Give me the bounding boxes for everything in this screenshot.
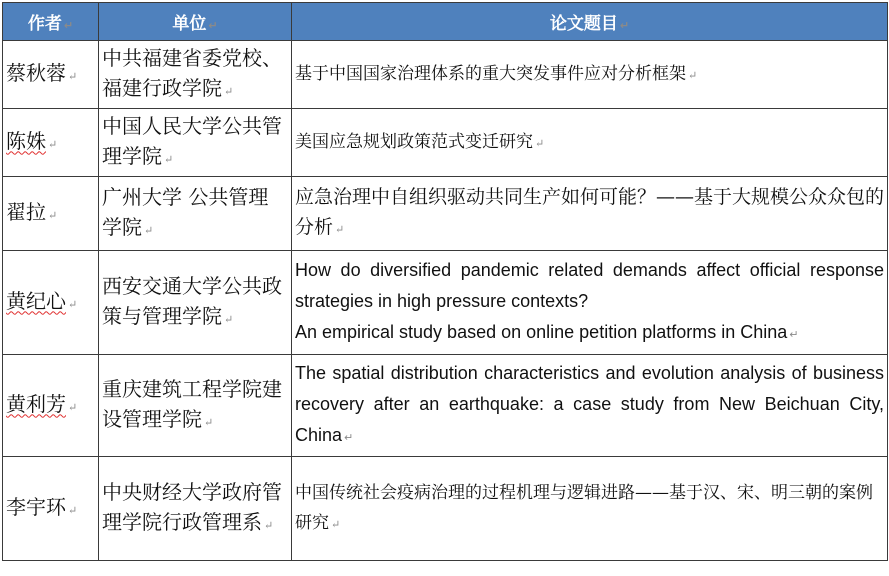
unit-cell: 西安交通大学公共政策与管理学院 ↵ <box>99 251 292 355</box>
author-cell: 翟拉 ↵ <box>3 177 99 251</box>
unit-cell: 中国人民大学公共管理学院 ↵ <box>99 109 292 177</box>
title-cell: 应急治理中自组织驱动共同生产如何可能？——基于大规模公众众包的分析 ↵ <box>292 177 888 251</box>
title-cell: How do diversified pandemic related demands affect official response strategies in high pressure contexts? An empirical study based on online petition platforms in China ↵ <box>292 251 888 355</box>
unit-cell: 广州大学 公共管理学院 ↵ <box>99 177 292 251</box>
unit-cell: 中共福建省委党校、福建行政学院 ↵ <box>99 41 292 109</box>
author-cell: 黄纪心 ↵ <box>3 251 99 355</box>
author-cell: 黄利芳 ↵ <box>3 355 99 457</box>
author-cell: 蔡秋蓉 ↵ <box>3 41 99 109</box>
table-row <box>3 41 888 109</box>
title-cell: 基于中国国家治理体系的重大突发事件应对分析框架 ↵ <box>292 41 888 109</box>
table-row <box>3 457 888 561</box>
table-row <box>3 177 888 251</box>
title-cell: 中国传统社会疫病治理的过程机理与逻辑进路——基于汉、宋、明三朝的案例研究 ↵ <box>292 457 888 561</box>
title-cell: 美国应急规划政策范式变迁研究 ↵ <box>292 109 888 177</box>
table-row <box>3 355 888 457</box>
author-cell: 李宇环 ↵ <box>3 457 99 561</box>
paper-table <box>2 2 888 561</box>
header-author: 作者 ↵ <box>3 3 99 41</box>
unit-cell: 重庆建筑工程学院建设管理学院 ↵ <box>99 355 292 457</box>
header-title: 论文题目 ↵ <box>292 3 888 41</box>
author-cell: 陈姝 ↵ <box>3 109 99 177</box>
table-row <box>3 109 888 177</box>
table-row <box>3 251 888 355</box>
unit-cell: 中央财经大学政府管理学院行政管理系 ↵ <box>99 457 292 561</box>
header-unit: 单位 ↵ <box>99 3 292 41</box>
header-row <box>3 3 888 41</box>
title-cell: The spatial distribution characteristics and evolution analysis of business recovery after an earthquake: a case study from New Beichuan City, China ↵ <box>292 355 888 457</box>
